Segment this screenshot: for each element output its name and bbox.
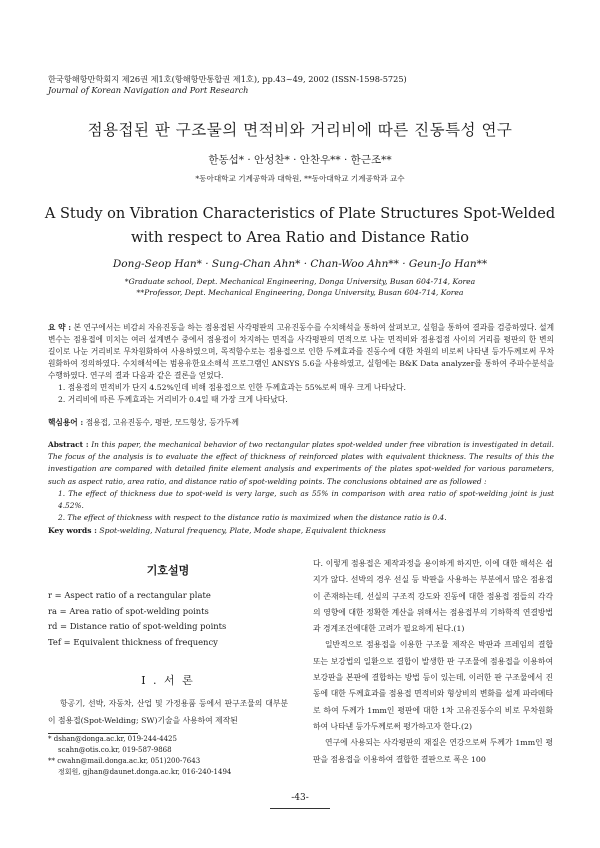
left-column (48, 556, 288, 778)
affiliation-english-line1: *Graduate school, Dept. Mechanical Engineering, Donga University, Busan 604-714, Korea (124, 277, 476, 286)
title-korean: 점용접된 판 구조물의 면적비와 거리비에 따른 진동특성 연구 (87, 121, 513, 139)
page-number: -43- (291, 793, 309, 803)
keywords-english-label: Key words : (48, 526, 97, 535)
keywords-korean (48, 417, 554, 428)
keywords-english-value: Spot-welding, Natural frequency, Plate, Mode shape, Equivalent thickness (99, 526, 386, 535)
footnote-line: * dshan@donga.ac.kr, 019-244-4425 (48, 734, 177, 743)
journal-header (48, 74, 407, 96)
title-english-line1: A Study on Vibration Characteristics of Plate Structures Spot-Welded (44, 206, 556, 222)
abstract-english-label: Abstract : (48, 440, 89, 449)
introduction-paragraph: 항공기, 선박, 자동차, 산업 및 가정용품 등에서 판구조물의 대부분이 점용접(Spot-Welding; SW)기술을 사용하여 제작된 (48, 699, 288, 725)
keywords-english (48, 526, 554, 535)
right-column (313, 556, 553, 768)
nomenclature-item: rd = Distance ratio of spot-welding points (48, 621, 227, 632)
title-english-line2: with respect to Area Ratio and Distance Ratio (130, 230, 470, 246)
section-heading-introduction: I . 서 론 (141, 674, 195, 688)
abstract-english (48, 439, 554, 524)
abstract-korean-body: 본 연구에서는 비감쇠 자유진동을 하는 점용접된 사각평판의 고유진동수를 수치해석을 통하여 살펴보고, 실험을 통하여 결과를 검증하였다. 설계변수는 점용접에 미치는 여러 설계변수 중에서 점용접이 차지하는 면적을 사각평판의 면적으로 나눈 면적비와 점용접점 사이의 거리를 평판의 한 변의 길이로 나눈 거리비로 무차원화하여 사용하였으며, 목적함수로는 점용접으로 인한 두께효과를 진동수에 대한 차원의 비로써 나타낸 등가두께로써 무차원화하여 정의하였다. 수치해석에는 범용유한요소해석 프로그램인 ANSYS 5.6을 사용하였고, 실험에는 B&K Data analyzer를 통하여 주파수분석을 수행하였다. 연구의 결과 다음과 같은 결론을 얻었다. (48, 323, 555, 380)
nomenclature-item: Tef = Equivalent thickness of frequency (48, 636, 218, 647)
abstract-english-item2: 2. The effect of thickness with respect to the distance ratio is maximized when the distance ratio is 0.4. (58, 513, 447, 523)
affiliation-korean: *동아대학교 기계공학과 대학원, **동아대학교 기계공학과 교수 (195, 174, 405, 183)
nomenclature-heading: 기호설명 (146, 564, 190, 577)
abstract-korean-item1: 1. 점용접의 면적비가 단지 4.52%인데 비해 점용접으로 인한 두께효과는 55%로써 매우 크게 나타났다. (58, 383, 406, 392)
nomenclature-item: r = Aspect ratio of a rectangular plate (48, 590, 211, 600)
nomenclature-item: ra = Area ratio of spot-welding points (48, 605, 209, 616)
footnote-line: scahn@otis.co.kr, 019-587-9868 (58, 745, 172, 754)
page-number-rule (270, 808, 330, 809)
journal-citation: 한국항해항만학회지 제26권 제1호(항해항만통합권 제1호), pp.43~49, 2002 (ISSN-1598-5725) (48, 74, 407, 84)
authors-english: Dong-Seop Han* · Sung-Chan Ahn* · Chan-Woo Ahn** · Geun-Jo Han** (112, 258, 488, 270)
body-paragraph: 일반적으로 점용접을 이용한 구조물 제작은 박판과 프레임의 결합 또는 보강법의 일환으로 결합이 발생한 판 구조물에 점용접을 이용하여 보강판을 본판에 결합하는 방법 등이 있는데, 이러한 판 구조물에서 진동에 대한 두께효과를 점용접 면적비와 형상비의 변화를 설계 파라메타로 하여 두께가 1mm인 평판에 대한 1차 고유진동수의 비로 무차원화하여 나타낸 등가두께로써 평가하고자 한다.(2) (313, 640, 553, 731)
abstract-english-item1: 1. The effect of thickness due to spot-weld is very large, such as 55% in comparison with area ratio of spot-welding joint is just 4.52%. (58, 488, 554, 511)
nomenclature-list (48, 588, 288, 650)
journal-name-en: Journal of Korean Navigation and Port Research (48, 85, 249, 95)
body-paragraph: 연구에 사용되는 사각평판의 재질은 연강으로써 두께가 1mm인 평판을 점용접을 이용하여 결합한 결판으로 폭은 100 (313, 738, 553, 764)
keywords-korean-label: 핵심용어 : (48, 418, 84, 427)
authors-korean: 한동섭* · 안성찬* · 안찬우** · 한근조** (208, 154, 392, 166)
footnote-line: 정회원, gjhan@daunet.donga.ac.kr, 016-240-1494 (58, 767, 232, 776)
affiliation-english (0, 277, 600, 298)
affiliation-english-line2: **Professor, Dept. Mechanical Engineering, Donga University, Busan 604-714, Korea (136, 287, 464, 297)
abstract-korean (48, 322, 554, 406)
footnotes (48, 734, 288, 778)
abstract-korean-item2: 2. 거리비에 따른 두께효과는 거리비가 0.4일 때 가장 크게 나타났다. (58, 395, 288, 404)
title-english (0, 202, 600, 250)
footnote-line: ** cwahn@mail.donga.ac.kr, 051)200-7643 (48, 756, 201, 765)
keywords-korean-value: 점용접, 고유진동수, 평판, 모드형상, 등가두께 (85, 418, 239, 427)
abstract-korean-label: 요 약 : (48, 323, 72, 332)
body-paragraph: 다. 이렇게 점용접은 제작과정을 용이하게 하지만, 이에 대한 해석은 쉽지가 않다. 선박의 경우 선실 등 박판을 사용하는 부분에서 많은 점용접이 존재하는데, 선실의 구조적 강도와 진동에 대한 점용접 점들의 각각의 영향에 대한 정확한 계산을 위해서는 점용접부의 기하학적 연결방법과 경계조건에대한 고려가 필요하게 된다.(1) (313, 559, 553, 634)
abstract-english-body: In this paper, the mechanical behavior of two rectangular plates spot-welded under free vibration is investigated in detail. The focus of the analysis is to evaluate the effect of thickness of reinforced plates with equivalent thickness. The results of this the investigation are compared with detailed finite element analysis and experiments of the plates spot-welded for various parameters, such as aspect ratio, area ratio, and distance ratio of spot-welding points. The conclusions obtained are as followed : (48, 440, 555, 486)
